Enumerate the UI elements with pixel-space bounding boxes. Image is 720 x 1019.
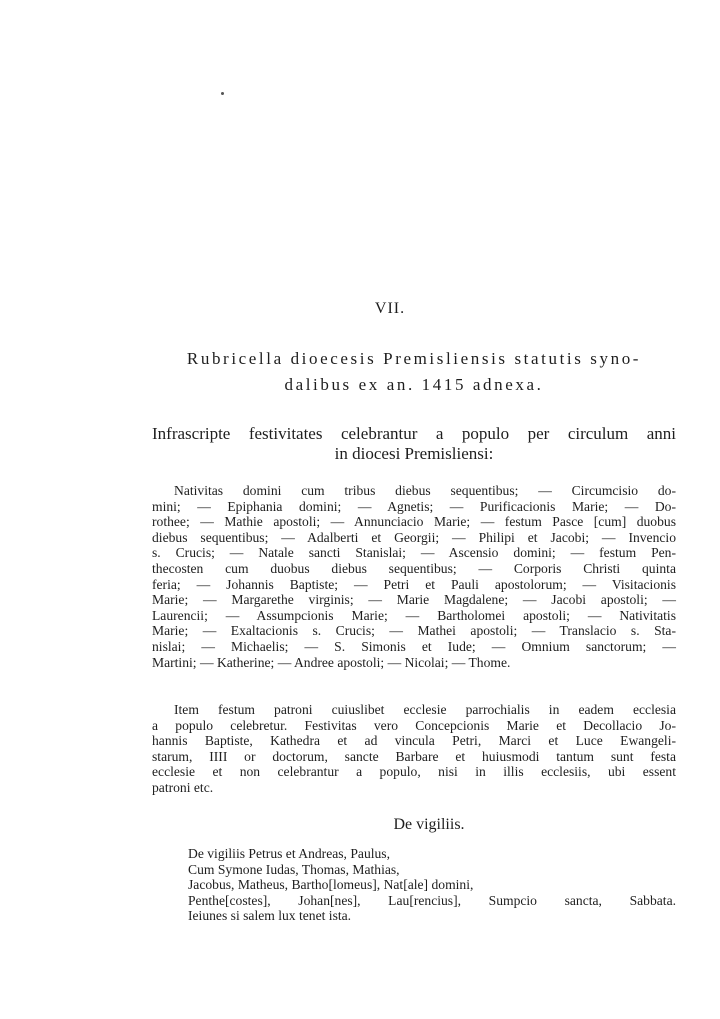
paragraph-line: patroni etc. xyxy=(152,779,214,795)
paragraph-line: feria; — Johannis Baptiste; — Petri et Pauli apostolorum; — Visitacionis xyxy=(152,576,676,592)
verse-line: De vigiliis Petrus et Andreas, Paulus, xyxy=(188,846,391,861)
paragraph-line: rothee; — Mathie apostoli; — Annunciacio Marie; — festum Pasce [cum] duobus xyxy=(152,514,676,530)
paragraph-line: Marie; — Exaltacionis s. Crucis; — Mathei apostoli; — Translacio s. Sta- xyxy=(152,623,676,639)
paragraph-line: Item festum patroni cuiuslibet ecclesie parrochialis in eadem ecclesia xyxy=(174,702,676,717)
verse-line: Jacobus, Matheus, Bartho[lomeus], Nat[ale] domini, xyxy=(188,877,474,893)
paragraph-line: Laurencii; — Assumpcionis Marie; — Bartholomei apostoli; — Nativitatis xyxy=(152,607,676,623)
subtitle-line-1: Infrascripte festivitates celebrantur a populo per circulum anni xyxy=(152,424,676,443)
paragraph-line: a populo celebretur. Festivitas vero Concepcionis Marie et Decollacio Jo- xyxy=(152,717,676,733)
paragraph-line: thecosten cum duobus diebus sequentibus; — Corporis Christi quinta xyxy=(152,560,676,576)
paragraph-line: Nativitas domini cum tribus diebus sequentibus; — Circumcisio do- xyxy=(174,483,676,498)
patron-feast-paragraph xyxy=(152,702,676,796)
paragraph-line: Marie; — Margarethe virginis; — Marie Magdalene; — Jacobi apostoli; — xyxy=(152,592,676,608)
ink-speck xyxy=(221,92,224,95)
paragraph-line: diebus sequentibus; — Adalberti et Georgii; — Philipi et Jacobi; — Invencio xyxy=(152,529,676,545)
paragraph-line: starum, IIII or doctorum, sancte Barbare et huiusmodi tantum sunt festa xyxy=(152,748,676,764)
paragraph-line: hannis Baptiste, Kathedra et ad vincula Petri, Marci et Luce Ewangeli- xyxy=(152,733,676,749)
title-line-1: Rubricella dioecesis Premisliensis statutis syno- xyxy=(186,349,642,368)
section-heading: De vigiliis. xyxy=(393,816,465,833)
paragraph-line: s. Crucis; — Natale sancti Stanislai; — Ascensio domini; — festum Pen- xyxy=(152,545,676,561)
title-line-2: dalibus ex an. 1415 adnexa. xyxy=(284,375,544,394)
document-title xyxy=(152,346,676,398)
verse-line: Ieiunes si salem lux tenet ista. xyxy=(188,908,352,924)
feast-list-paragraph xyxy=(152,483,676,670)
paragraph-line: ecclesie et non celebrantur a populo, nisi in illis ecclesiis, ubi essent xyxy=(152,764,676,780)
chapter-number: VII. xyxy=(374,300,406,317)
document-subtitle xyxy=(152,424,676,464)
subtitle-line-2: in diocesi Premisliensi: xyxy=(334,444,494,463)
verse-line: Penthe[costes], Johan[nes], Lau[rencius], Sumpcio sancta, Sabbata. xyxy=(188,892,676,908)
paragraph-line: Martini; — Katherine; — Andree apostoli; — Nicolai; — Thome. xyxy=(152,654,511,670)
vigils-verse xyxy=(188,846,676,924)
paragraph-line: nislai; — Michaelis; — S. Simonis et Iude; — Omnium sanctorum; — xyxy=(152,638,676,654)
verse-line: Cum Symone Iudas, Thomas, Mathias, xyxy=(188,861,400,877)
paragraph-line: mini; — Epiphania domini; — Agnetis; — Purificacionis Marie; — Do- xyxy=(152,498,676,514)
